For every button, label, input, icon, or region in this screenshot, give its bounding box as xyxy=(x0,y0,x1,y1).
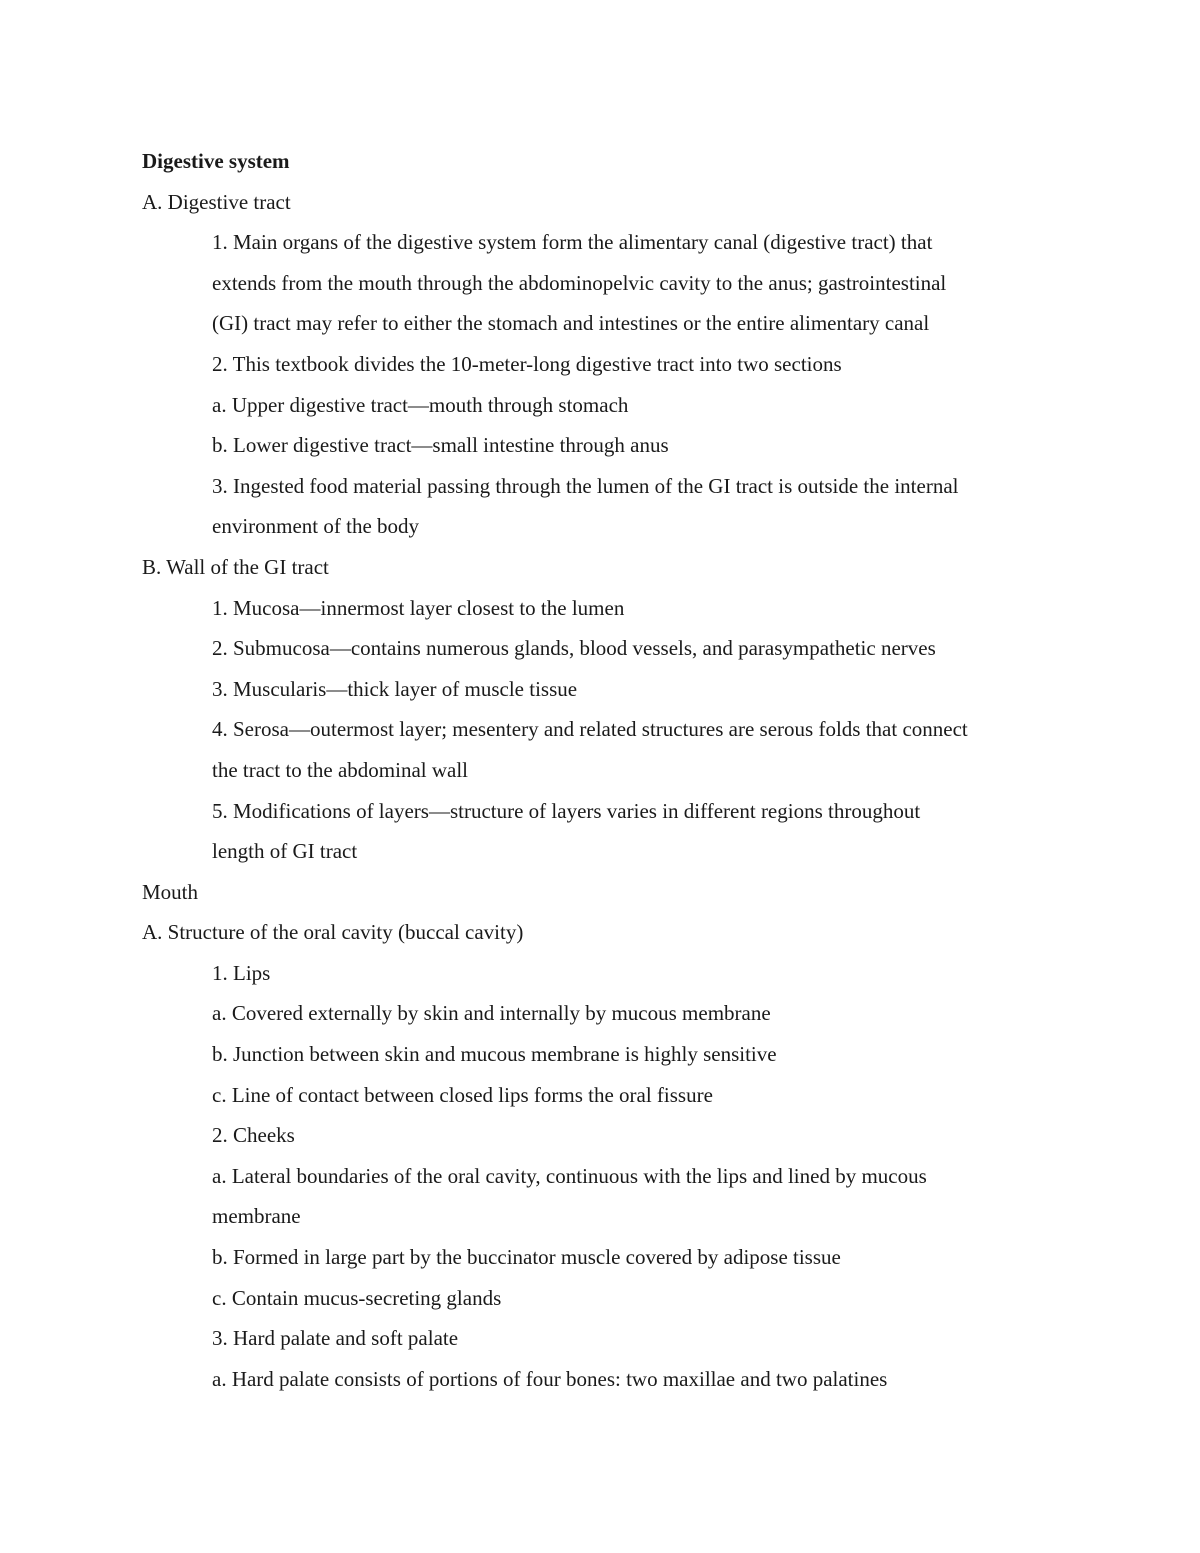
outline-item: membrane xyxy=(212,1204,301,1229)
outline-item: length of GI tract xyxy=(212,839,358,864)
section-heading: A. Structure of the oral cavity (buccal cavity) xyxy=(142,920,524,945)
outline-item: c. Contain mucus-secreting glands xyxy=(212,1285,502,1310)
outline-item: 2. Submucosa—contains numerous glands, blood vessels, and parasympathetic nerves xyxy=(212,636,936,661)
outline-item: a. Covered externally by skin and internally by mucous membrane xyxy=(212,1001,771,1026)
outline-item: 2. Cheeks xyxy=(212,1123,295,1148)
outline-item: the tract to the abdominal wall xyxy=(212,757,468,782)
outline-item: extends from the mouth through the abdominopelvic cavity to the anus; gastrointestinal xyxy=(212,270,947,295)
outline-item: b. Formed in large part by the buccinator muscle covered by adipose tissue xyxy=(212,1245,841,1270)
outline-item: 3. Ingested food material passing through the lumen of the GI tract is outside the internal xyxy=(212,473,959,498)
outline-item: a. Lateral boundaries of the oral cavity, continuous with the lips and lined by mucous xyxy=(212,1163,927,1188)
outline-item: 3. Hard palate and soft palate xyxy=(212,1326,459,1351)
outline-item: b. Junction between skin and mucous membrane is highly sensitive xyxy=(212,1042,777,1067)
outline-item: 3. Muscularis—thick layer of muscle tissue xyxy=(212,676,578,701)
outline-item: 1. Lips xyxy=(212,960,271,985)
document-body xyxy=(142,141,1072,1399)
section-heading: B. Wall of the GI tract xyxy=(142,554,329,579)
outline-item: environment of the body xyxy=(212,514,420,539)
outline-item: 1. Main organs of the digestive system form the alimentary canal (digestive tract) that xyxy=(212,230,933,255)
outline-item: 2. This textbook divides the 10-meter-long digestive tract into two sections xyxy=(212,351,842,376)
outline-item: 1. Mucosa—innermost layer closest to the lumen xyxy=(212,595,625,620)
outline-item: a. Hard palate consists of portions of four bones: two maxillae and two palatines xyxy=(212,1366,888,1391)
outline-item: a. Upper digestive tract—mouth through stomach xyxy=(212,392,629,417)
outline-item: 5. Modifications of layers—structure of layers varies in different regions throughout xyxy=(212,798,921,823)
section-heading: Mouth xyxy=(142,879,199,904)
outline-item: b. Lower digestive tract—small intestine through anus xyxy=(212,433,669,458)
outline-item: 4. Serosa—outermost layer; mesentery and related structures are serous folds that connect xyxy=(212,717,968,742)
outline-item: (GI) tract may refer to either the stomach and intestines or the entire alimentary canal xyxy=(212,311,930,336)
outline-item: c. Line of contact between closed lips forms the oral fissure xyxy=(212,1082,713,1107)
section-heading: A. Digestive tract xyxy=(142,189,291,214)
document-title: Digestive system xyxy=(142,149,290,173)
